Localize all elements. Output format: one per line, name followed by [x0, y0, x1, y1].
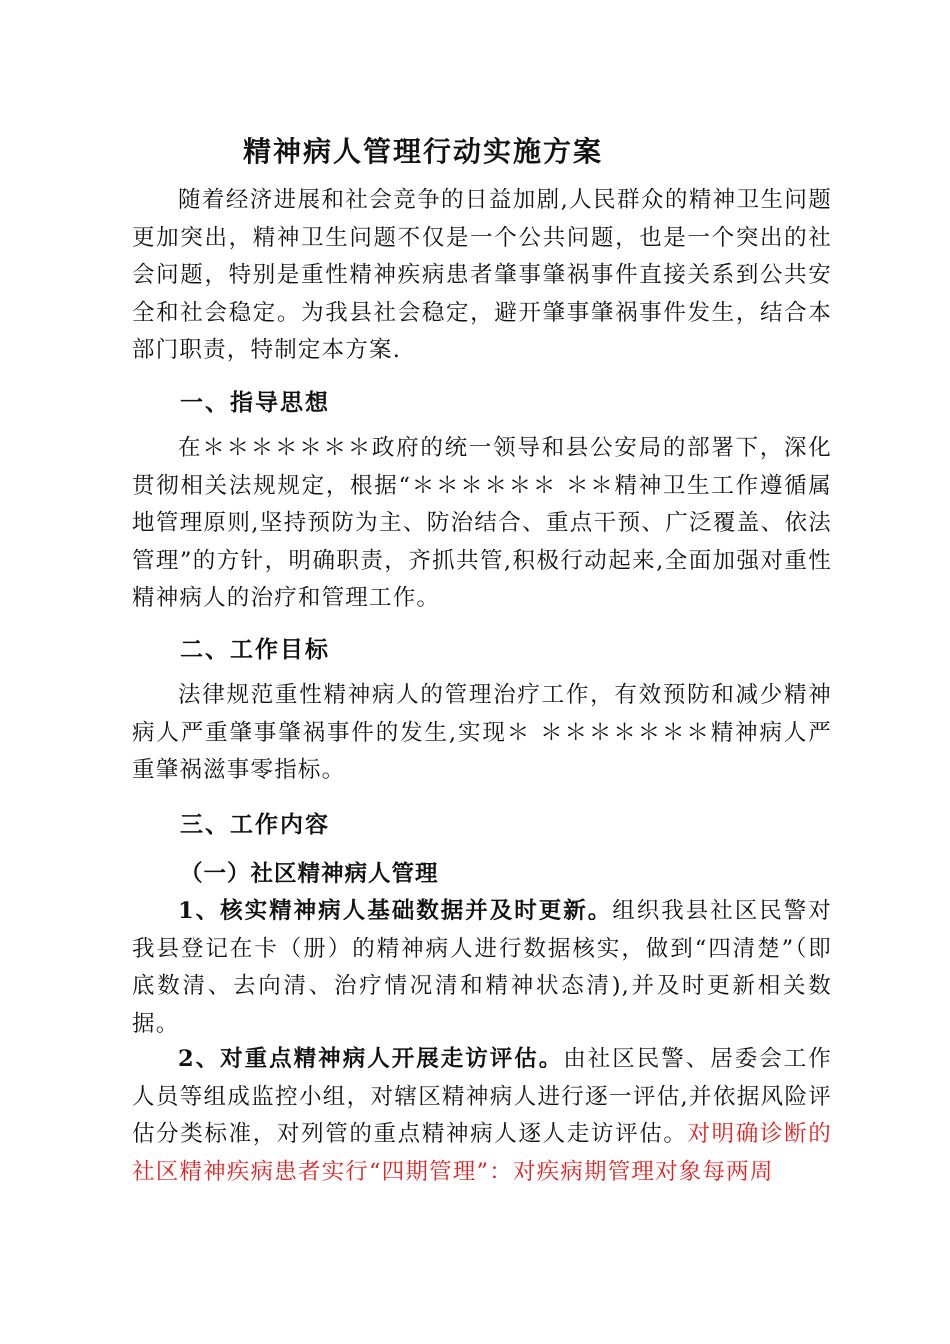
item-lead: 1、核实精神病人基础数据并及时更新。 — [178, 898, 613, 924]
highlighted-text: 对明确诊断的社区精神疾病患者实行“四期管理”：对疾病期管理对象每两周 — [132, 1121, 832, 1185]
subsection-heading-community: （一）社区精神病人管理 — [180, 861, 439, 887]
item-text: 组织我县社区民警对我县登记在卡（册）的精神病人进行数据核实，做到“四清楚”（即底数清、去向清、治疗情况清和精神状态清),并及时更新相关数据。 — [132, 898, 832, 1037]
section-heading-work-goals: 二、工作目标 — [180, 636, 330, 663]
section-text-guiding-ideology: 在＊＊＊＊＊＊＊政府的统一领导和县公安局的部署下，深化贯彻相关法规规定，根据“＊＊＊＊＊＊ ＊＊精神卫生工作遵循属地管理原则,坚持预防为主、防治结合、重点干预、广泛覆盖、依法管理”的方针，明确职责，齐抓共管,积极行动起来,全面加强对重性精神病人的治疗和管理工作。 — [132, 435, 832, 611]
intro-paragraph: 随着经济进展和社会竞争的日益加剧,人民群众的精神卫生问题更加突出，精神卫生问题不仅是一个公共问题，也是一个突出的社会问题，特别是重性精神疾病患者肇事肇祸事件直接关系到公共安全和社会稳定。为我县社会稳定，避开肇事肇祸事件发生，结合本部门职责，特制定本方案. — [132, 187, 832, 363]
section-heading-work-content: 三、工作内容 — [180, 811, 330, 838]
item-key-patient-visits — [132, 1041, 832, 1191]
document-title: 精神病人管理行动实施方案 — [242, 135, 603, 168]
item-data-verification — [132, 893, 832, 1043]
section-text-work-goals: 法律规范重性精神病人的管理治疗工作，有效预防和减少精神病人严重肇事肇祸事件的发生,实现＊ ＊＊＊＊＊＊＊精神病人严重肇祸滋事零指标。 — [132, 682, 832, 783]
section-heading-guiding-ideology: 一、指导思想 — [180, 389, 330, 416]
item-text: 由社区民警、居委会工作人员等组成监控小组，对辖区精神病人进行逐一评估,并依据风险评估分类标准，对列管的重点精神病人逐人走访评估。 — [132, 1046, 833, 1147]
item-lead: 2、对重点精神病人开展走访评估。 — [178, 1046, 564, 1072]
